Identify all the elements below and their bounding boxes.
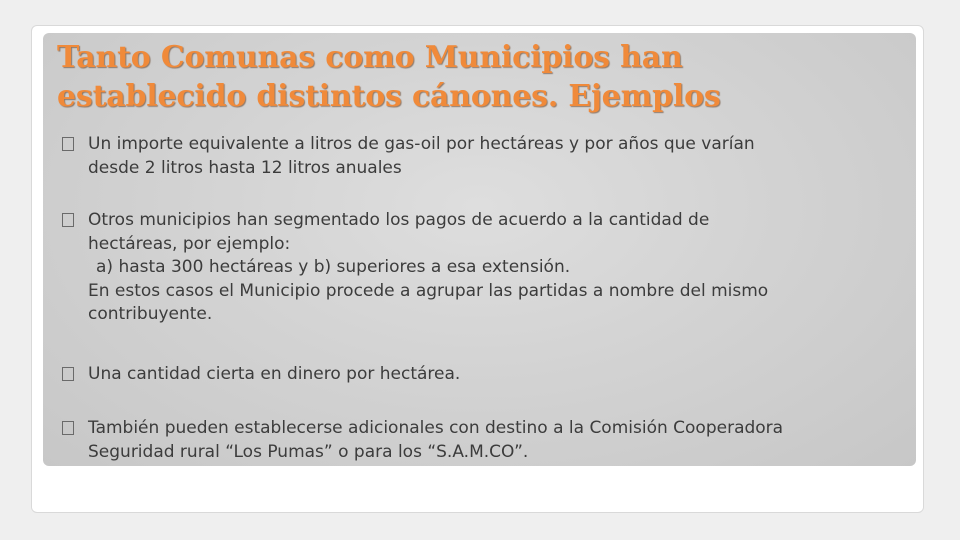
list-item [62,133,902,180]
slide-title [57,38,907,116]
list-item-text: Otros municipios han segmentado los pagos de acuerdo a la cantidad de [88,210,710,230]
list-item [62,209,902,327]
list-item-text: Un importe equivalente a litros de gas-oil por hectáreas y por años que varían [88,134,755,154]
title-line-1: Tanto Comunas como Municipios han [57,40,683,75]
title-line-2: establecido distintos cánones. Ejemplos [57,79,721,114]
list-item-text: También pueden establecerse adicionales con destino a la Comisión Cooperadora [88,418,784,438]
list-item-text: a) hasta 300 hectáreas y b) superiores a esa extensión. [96,257,571,277]
bullet-box-icon [62,367,74,381]
list-item-text: Seguridad rural “Los Pumas” o para los “S.A.M.CO”. [88,441,529,462]
bullet-box-icon [62,213,74,227]
bullet-box-icon [62,137,74,151]
list-item-text: Una cantidad cierta en dinero por hectárea. [88,364,461,384]
list-item-text: En estos casos el Municipio procede a agrupar las partidas a nombre del mismo [88,280,769,301]
list-item-text: contribuyente. [88,304,213,324]
list-item-text: desde 2 litros hasta 12 litros anuales [88,157,402,178]
list-item [62,417,902,464]
list-item-text: hectáreas, por ejemplo: [88,233,291,254]
bullet-box-icon [62,421,74,435]
list-item [62,363,902,387]
